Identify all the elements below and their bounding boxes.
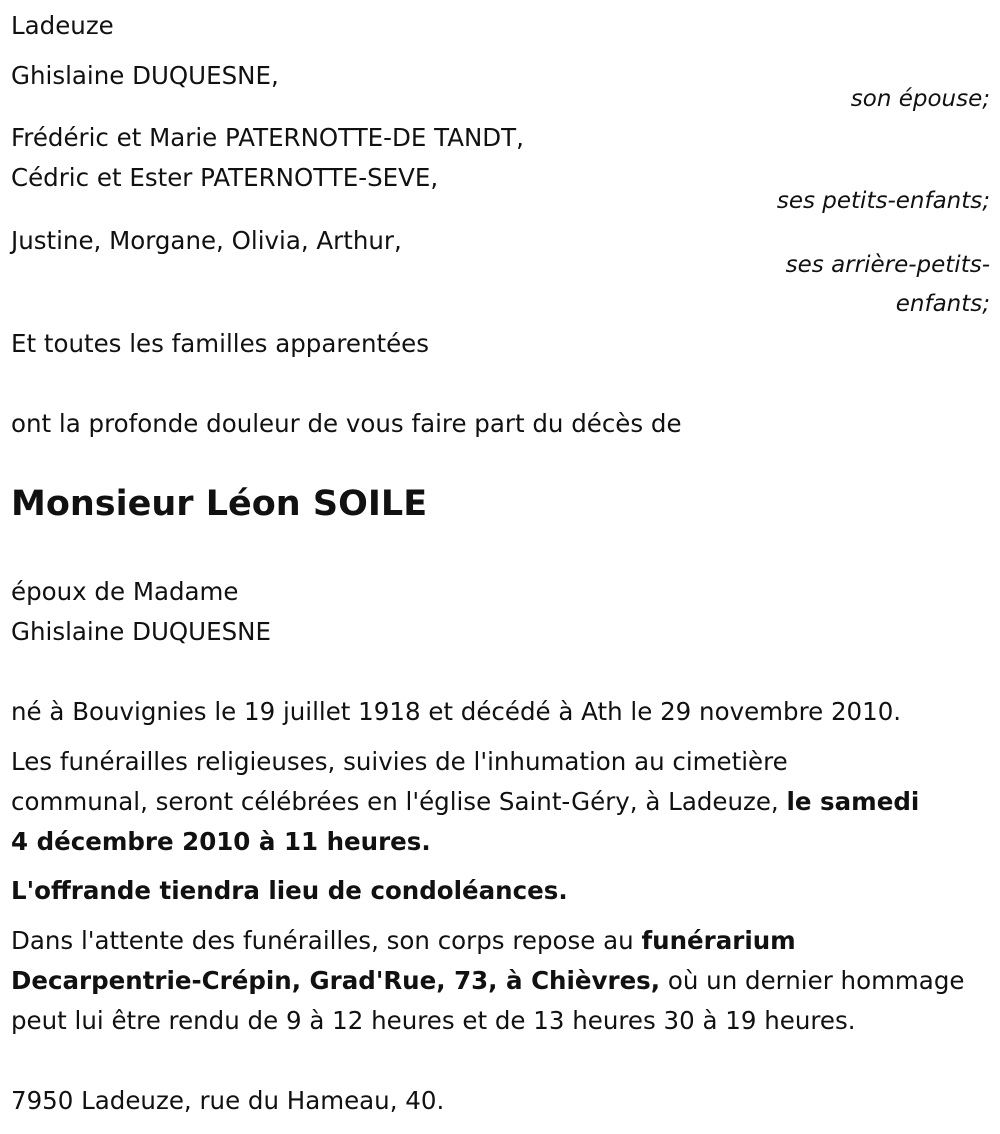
families-line: Et toutes les familles apparentées [11, 329, 429, 358]
spouse-relation: son épouse; [850, 86, 990, 112]
offering-note: L'offrande tiendra lieu de condoléances. [11, 876, 568, 905]
funeral-date-part-2: 4 décembre 2010 à 11 heures. [11, 827, 431, 856]
visitation-line-1-text: Dans l'attente des funérailles, son corps repose au [11, 926, 642, 955]
visitation-line-3: peut lui être rendu de 9 à 12 heures et de 13 heures 30 à 19 heures. [11, 1006, 856, 1035]
grandchild-line-2: Cédric et Ester PATERNOTTE-SEVE, [11, 163, 439, 192]
funeral-line-1: Les funérailles religieuses, suivies de l'inhumation au cimetière [11, 747, 788, 776]
spouse-of-line-2: Ghislaine DUQUESNE [11, 617, 271, 646]
visitation-line-2 [11, 961, 964, 1001]
funeral-line-2 [11, 782, 919, 822]
spouse-of-line-1: époux de Madame [11, 577, 239, 606]
visitation-line-2-text: où un dernier hommage [660, 966, 965, 995]
place-header: Ladeuze [11, 11, 114, 40]
visitation-address: Decarpentrie-Crépin, Grad'Rue, 73, à Chièvres, [11, 966, 661, 995]
funeral-line-2-text: communal, seront célébrées en l'église Saint-Géry, à Ladeuze, [11, 787, 787, 816]
deceased-name: Monsieur Léon SOILE [11, 484, 428, 524]
birth-death: né à Bouvignies le 19 juillet 1918 et décédé à Ath le 29 novembre 2010. [11, 697, 902, 726]
grandchildren-relation: ses petits-enfants; [776, 188, 990, 214]
visitation-line-1 [11, 921, 796, 961]
spouse-name: Ghislaine DUQUESNE, [11, 61, 279, 90]
grandchild-line-1: Frédéric et Marie PATERNOTTE-DE TANDT, [11, 123, 524, 152]
home-address: 7950 Ladeuze, rue du Hameau, 40. [11, 1086, 445, 1115]
great-grandchildren-relation-2: enfants; [895, 291, 990, 317]
great-grandchildren-names: Justine, Morgane, Olivia, Arthur, [11, 226, 402, 255]
announcement: ont la profonde douleur de vous faire part du décès de [11, 409, 682, 438]
great-grandchildren-relation-1: ses arrière-petits- [785, 252, 990, 278]
visitation-funerarium: funérarium [641, 926, 796, 955]
funeral-date-part-1: le samedi [786, 787, 920, 816]
